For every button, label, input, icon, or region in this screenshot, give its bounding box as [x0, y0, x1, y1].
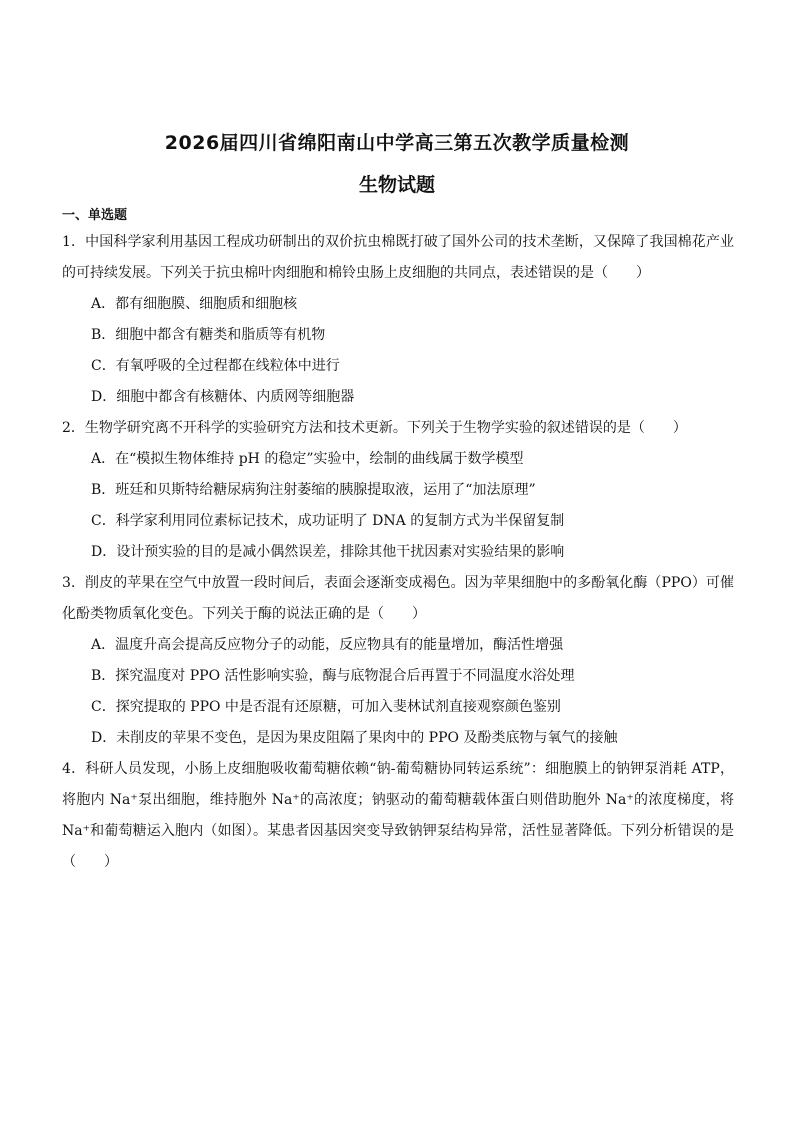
option-d: D．未削皮的苹果不变色，是因为果皮阻隔了果肉中的 PPO 及酚类底物与氧气的接触 — [91, 730, 618, 746]
exam-title: 2026届四川省绵阳南山中学高三第五次教学质量检测 — [164, 132, 630, 154]
option-c: C．有氧呼吸的全过程都在线粒体中进行 — [91, 358, 340, 374]
question-1 — [62, 227, 734, 413]
option-c: C．探究提取的 PPO 中是否混有还原糖，可加入斐林试剂直接观察颜色鉴别 — [91, 699, 561, 715]
question-list — [62, 227, 734, 878]
question-stem: 1．中国科学家利用基因工程成功研制出的双价抗虫棉既打破了国外公司的技术垄断，又保障了我国棉花产业的可持续发展。下列关于抗虫棉叶肉细胞和棉铃虫肠上皮细胞的共同点，表述错误的是（ ） — [62, 234, 734, 281]
question-2 — [62, 413, 734, 568]
option-b: B．探究温度对 PPO 活性影响实验，酶与底物混合后再置于不同温度水浴处理 — [91, 668, 575, 684]
option-d: D．设计预实验的目的是减小偶然误差，排除其他干扰因素对实验结果的影响 — [91, 544, 565, 560]
option-b: B．班廷和贝斯特给糖尿病狗注射萎缩的胰腺提取液，运用了“加法原理” — [91, 482, 536, 498]
question-stem: 2．生物学研究离不开科学的实验研究方法和技术更新。下列关于生物学实验的叙述错误的是（ ） — [62, 420, 687, 436]
option-a: A．温度升高会提高反应物分子的动能，反应物具有的能量增加，酶活性增强 — [91, 637, 564, 653]
question-3 — [62, 568, 734, 754]
question-stem: 4．科研人员发现，小肠上皮细胞吸收葡萄糖依赖“钠-葡萄糖协同转运系统”：细胞膜上的钠钾泵消耗 ATP，将胞内 Na⁺泵出细胞，维持胞外 Na⁺的高浓度；钠驱动的葡萄糖载体蛋白则借助胞外 Na⁺的浓度梯度，将 Na⁺和葡萄糖运入胞内（如图）。某患者因基因突变导致钠钾泵结构异常，活性显著降低。下列分析错误的是（ ） — [62, 761, 734, 870]
option-d: D．细胞中都含有核糖体、内质网等细胞器 — [91, 389, 355, 405]
question-4 — [62, 754, 734, 878]
option-c: C．科学家利用同位素标记技术，成功证明了 DNA 的复制方式为半保留复制 — [91, 513, 565, 529]
option-a: A．都有细胞膜、细胞质和细胞核 — [91, 296, 298, 312]
option-a: A．在“模拟生物体维持 pH 的稳定”实验中，绘制的曲线属于数学模型 — [91, 451, 524, 467]
question-stem: 3．削皮的苹果在空气中放置一段时间后，表面会逐渐变成褐色。因为苹果细胞中的多酚氧化酶（PPO）可催化酚类物质氧化变色。下列关于酶的说法正确的是（ ） — [62, 575, 734, 622]
exam-subtitle: 生物试题 — [358, 174, 435, 196]
option-b: B．细胞中都含有糖类和脂质等有机物 — [91, 327, 326, 343]
section-heading: 一、单选题 — [62, 208, 128, 223]
